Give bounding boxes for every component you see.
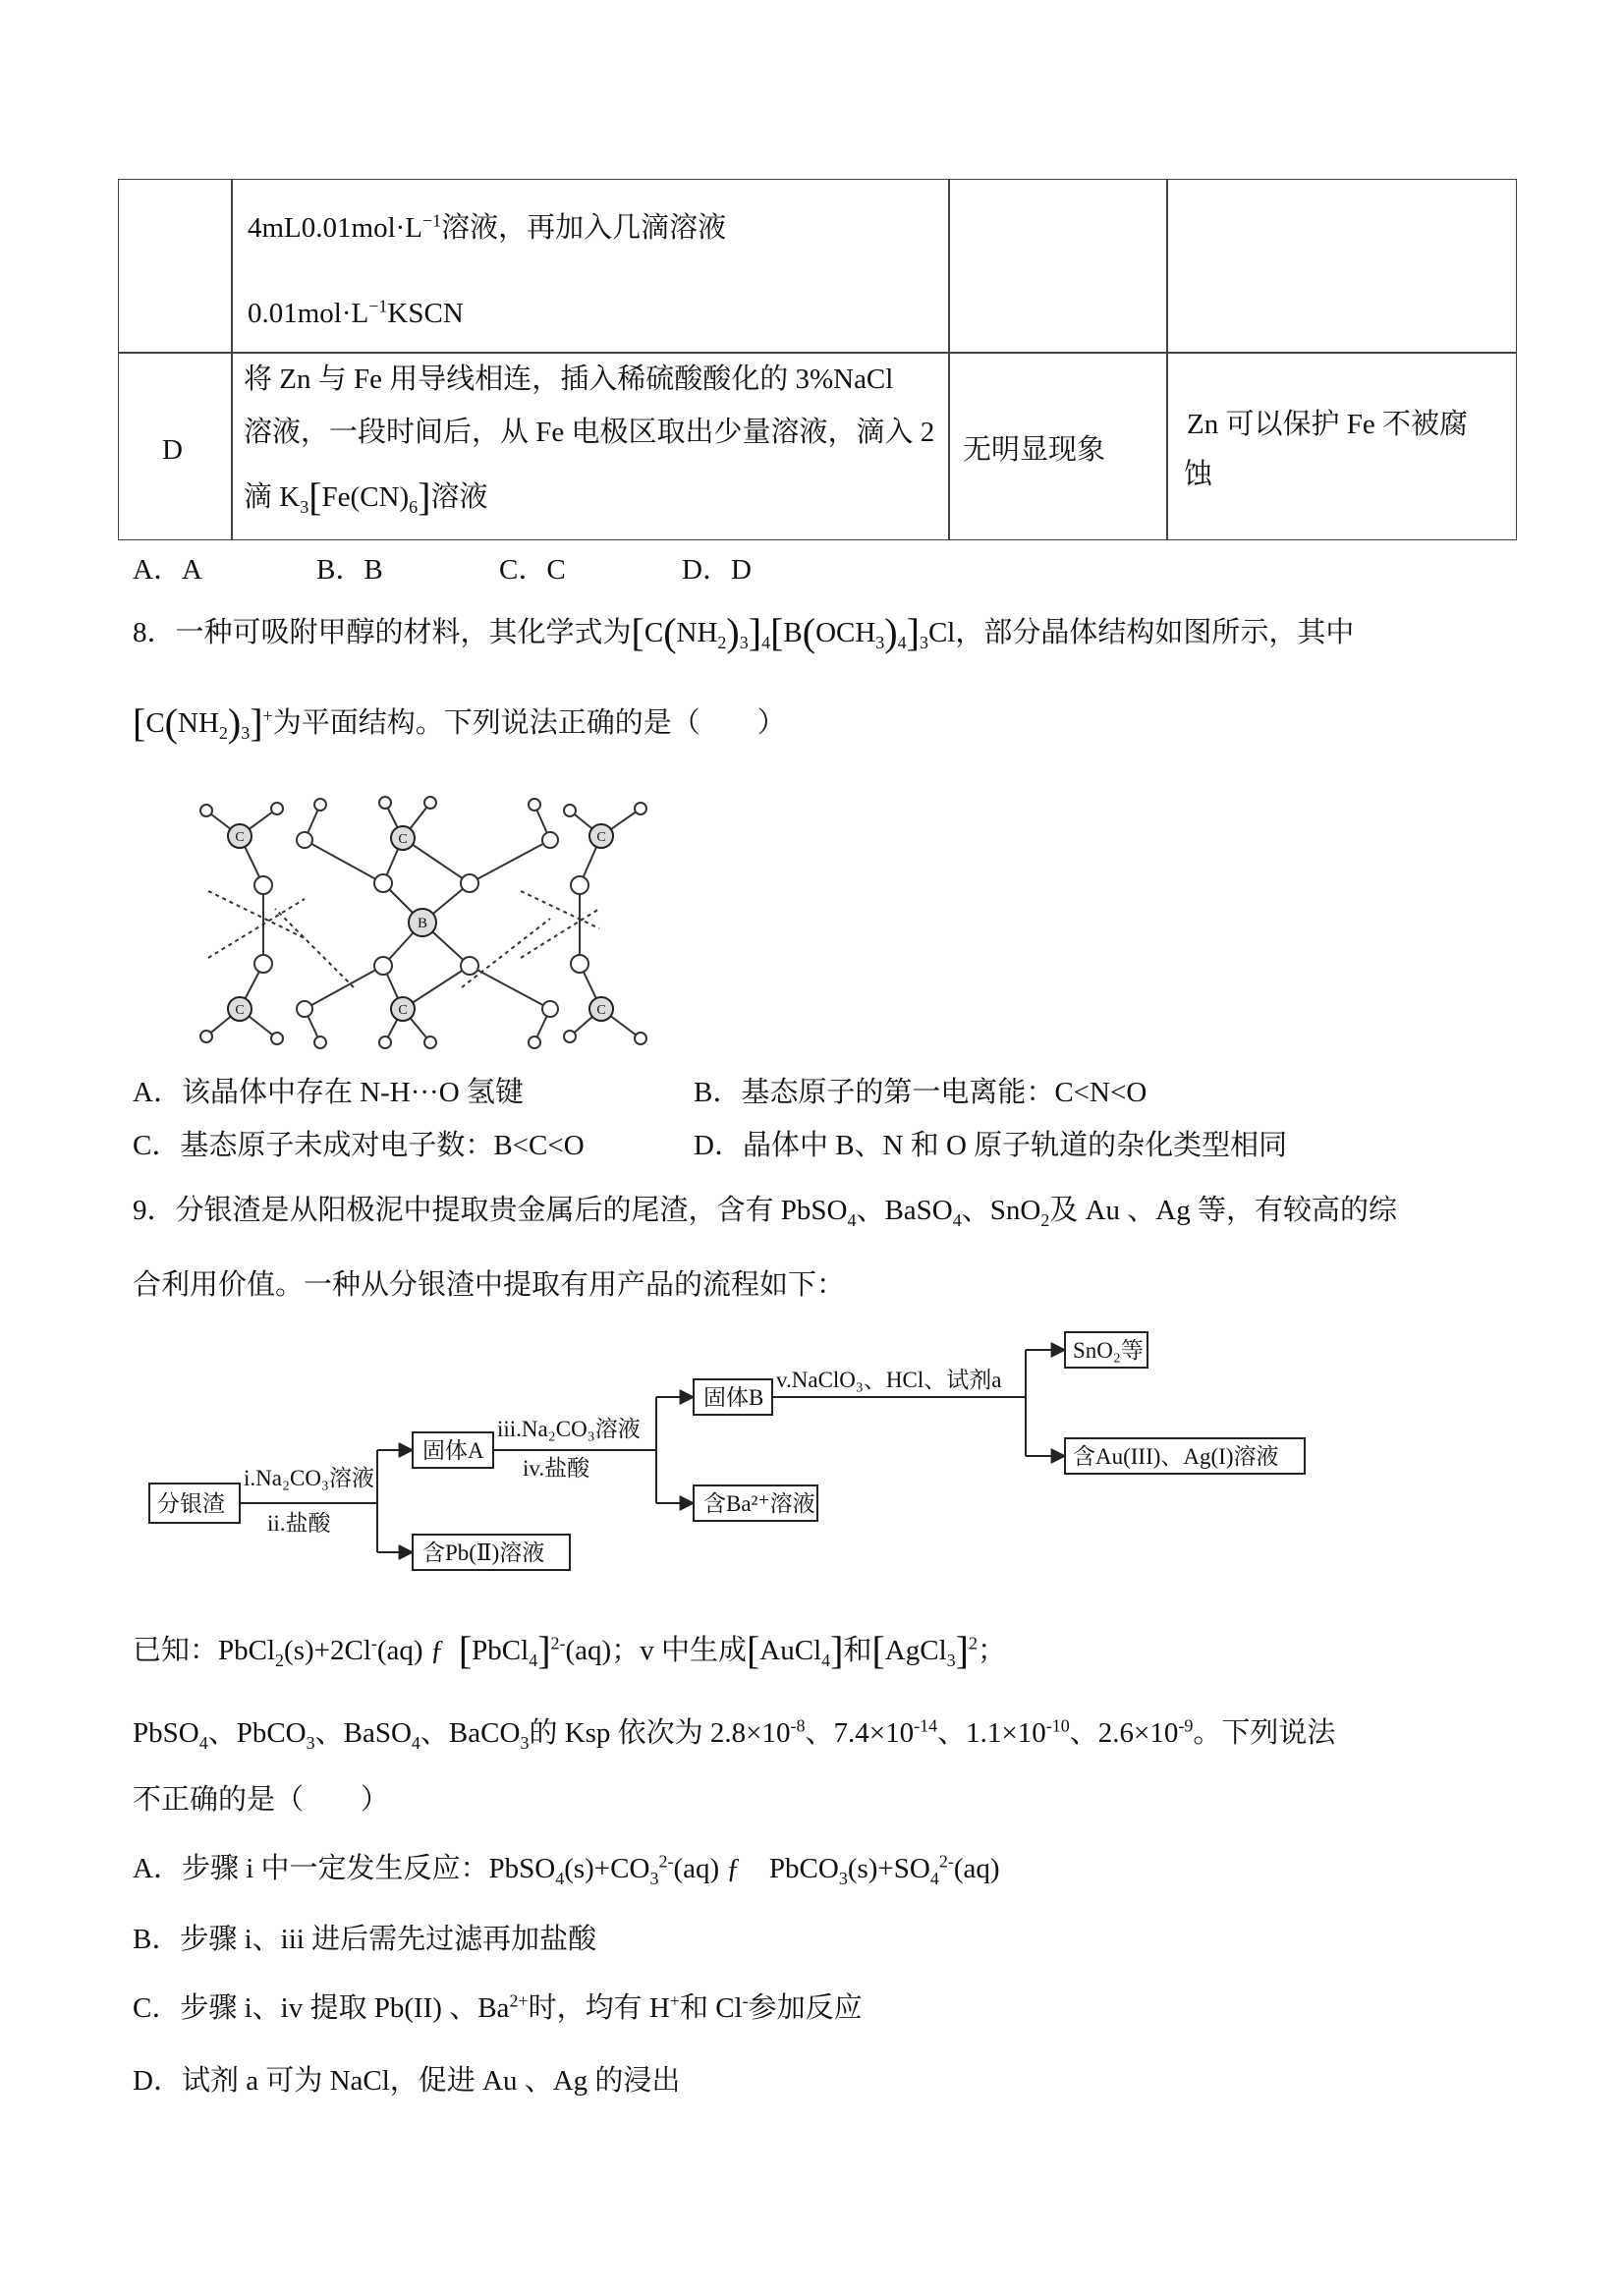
flow-pb-solution: 含Pb(Ⅱ)溶液: [422, 1540, 545, 1565]
text: 、BaSO: [314, 1717, 412, 1749]
q8-option-b[interactable]: B．基态原子的第一电离能：C<N<O: [694, 1077, 1147, 1108]
bracket: [: [746, 1628, 760, 1672]
flow-step2-bottom: iv.盐酸: [523, 1456, 590, 1481]
c-atom-label: C: [596, 830, 606, 845]
c-atom-label: C: [398, 1003, 408, 1018]
row2-op-line2: 溶液，一段时间后，从 Fe 电极区取出少量溶液，滴入 2: [244, 417, 935, 448]
sub: 2: [275, 1650, 285, 1670]
text: Cl: [927, 617, 956, 648]
flow-solid-a: 固体A: [422, 1438, 484, 1463]
sub: 3: [520, 1732, 530, 1753]
row2-conclusion-line1: Zn 可以保护 Fe 不被腐: [1187, 409, 1468, 440]
text: 溶液: [430, 481, 488, 513]
sup: +: [262, 705, 273, 726]
sup: 2-: [658, 1851, 674, 1872]
text: 4mL0.01mol·L: [248, 212, 423, 244]
c-atom-label: C: [235, 1003, 245, 1018]
flow-step3: v.NaClO₃、HCl、试剂a: [776, 1368, 1002, 1392]
sup: -: [742, 1990, 749, 2011]
c-atom-label: C: [596, 1003, 606, 1018]
sub: 3: [946, 1650, 956, 1670]
text: C: [145, 707, 165, 739]
q9-option-a[interactable]: [133, 1849, 1000, 1888]
text: A．步骤 i 中一定发生反应：PbSO: [133, 1853, 556, 1884]
text: 。下列说法: [1193, 1717, 1336, 1749]
q8-stem-line2: [133, 700, 786, 745]
table-divider: [1166, 179, 1168, 540]
sub: 4: [952, 1209, 962, 1230]
q9-stem-line2: 合利用价值。一种从分银渣中提取有用产品的流程如下：: [133, 1269, 846, 1301]
text: 的 Ksp 依次为 2.8×10: [529, 1717, 791, 1749]
sup: 2+: [509, 1990, 529, 2011]
row1-line2: [248, 294, 464, 333]
flow-solid-b: 固体B: [703, 1385, 764, 1410]
text: OCH: [815, 617, 876, 648]
text: 及 Au 、Ag 等，有较高的综: [1049, 1195, 1397, 1226]
sub: 4: [529, 1650, 538, 1670]
text: Fe(CN): [321, 481, 410, 513]
row2-conclusion-line2: 蚀: [1184, 459, 1213, 490]
text: 和 Cl: [679, 1992, 743, 2024]
text: AuCl: [759, 1635, 822, 1666]
text: 滴 K: [244, 481, 301, 513]
text: ，部分晶体结构如图所示，其中: [955, 617, 1355, 648]
text: C: [644, 617, 664, 648]
text: (aq)；v 中生成: [565, 1635, 747, 1666]
text: 9．分银渣是从阳极泥中提取贵金属后的尾渣，含有 PbSO: [133, 1195, 848, 1226]
q9-option-c[interactable]: [133, 1988, 863, 2028]
q8-option-a[interactable]: A．该晶体中存在 N-H···O 氢键: [133, 1077, 524, 1108]
table-divider: [948, 179, 950, 540]
text: NH: [676, 617, 718, 648]
text: 溶液，再加入几滴溶液: [441, 212, 727, 244]
sub: 4: [847, 1209, 857, 1230]
q9-stem-line1: [133, 1191, 1397, 1230]
paren: (: [164, 700, 178, 745]
sup: +: [669, 1990, 680, 2011]
bracket: [: [871, 1628, 885, 1672]
sub: 3: [306, 1732, 315, 1753]
text: 参加反应: [748, 1992, 863, 2024]
paren: ): [884, 610, 898, 654]
q9-option-d[interactable]: D．试剂 a 可为 NaCl，促进 Au 、Ag 的浸出: [133, 2065, 681, 2097]
sub: 3: [919, 632, 928, 652]
b-atom-label: B: [417, 916, 428, 931]
sub: 3: [838, 1868, 848, 1888]
sup: 2: [968, 1633, 978, 1653]
text: AgCl: [884, 1635, 947, 1666]
sub: 4: [821, 1650, 831, 1670]
text: (aq): [953, 1853, 1000, 1884]
bracket: [: [770, 610, 784, 654]
sup: -9: [1178, 1715, 1194, 1736]
text: 、PbCO: [207, 1717, 307, 1749]
text: 、1.1×10: [937, 1717, 1046, 1749]
sub: 6: [409, 496, 419, 517]
text: 、BaCO: [420, 1717, 521, 1749]
text: 、BaSO: [856, 1195, 953, 1226]
text: 时，均有 H: [528, 1992, 670, 2024]
bracket: ]: [830, 1628, 844, 1672]
sub: 4: [761, 632, 771, 652]
row1-line1: [248, 208, 726, 248]
paren: ): [227, 700, 242, 745]
sub: 4: [897, 632, 907, 652]
flow-sno2: SnO₂等: [1073, 1338, 1144, 1363]
text: 、7.4×10: [805, 1717, 915, 1749]
bracket: [: [458, 1628, 473, 1672]
sub: 2: [1040, 1209, 1050, 1230]
sup: 2-: [550, 1633, 566, 1653]
q7-option-a[interactable]: A．A: [133, 554, 202, 586]
bracket: ]: [250, 700, 263, 745]
q9-known-line1: [133, 1628, 1006, 1672]
text: PbCl: [472, 1635, 530, 1666]
sup: −1: [368, 296, 388, 316]
flow-step1-top: i.Na₂CO₃溶液: [244, 1466, 374, 1490]
text: C．步骤 i、iv 提取 Pb(II) 、Ba: [133, 1992, 510, 2024]
paren: (: [663, 610, 677, 654]
bracket: ]: [906, 610, 920, 654]
row2-label: D: [162, 434, 183, 466]
sub: 4: [411, 1732, 420, 1753]
bracket: [: [308, 475, 322, 519]
text: 、SnO: [961, 1195, 1041, 1226]
sub: 3: [649, 1868, 659, 1888]
text: 已知：PbCl: [133, 1635, 276, 1666]
bracket: ]: [537, 1628, 551, 1672]
table-divider: [231, 179, 233, 540]
q8-stem-line1: [133, 610, 1355, 654]
flow-start: 分银渣: [157, 1491, 225, 1516]
q7-option-c[interactable]: C．C: [499, 554, 566, 586]
sub: 4: [929, 1868, 939, 1888]
table-divider: [118, 352, 1517, 354]
q9-not-correct: 不正确的是（ ）: [133, 1784, 390, 1816]
text: (s)+SO: [847, 1853, 930, 1884]
text: 0.01mol·L: [248, 298, 369, 329]
sub: 3: [739, 632, 749, 652]
sub: 2: [218, 722, 228, 743]
bracket: ]: [955, 1628, 969, 1672]
q7-option-b[interactable]: B．B: [316, 554, 383, 586]
bracket: ]: [748, 610, 762, 654]
text: (aq) ƒ PbCO: [673, 1853, 839, 1884]
sup: -10: [1045, 1715, 1070, 1736]
paren: (: [802, 610, 816, 654]
row2-op-line1: 将 Zn 与 Fe 用导线相连，插入稀硫酸酸化的 3%NaCl: [244, 364, 894, 395]
bracket: ]: [418, 475, 431, 519]
flow-step1-bottom: ii.盐酸: [267, 1511, 331, 1536]
text: B: [783, 617, 803, 648]
sub: 3: [300, 496, 309, 517]
sub: 4: [198, 1732, 208, 1753]
q8-option-d[interactable]: D．晶体中 B、N 和 O 原子轨道的杂化类型相同: [694, 1130, 1288, 1161]
sup: -: [370, 1633, 377, 1653]
bracket: [: [133, 700, 146, 745]
text: KSCN: [387, 298, 464, 329]
q9-ksp-line: [133, 1713, 1335, 1753]
sub: 2: [717, 632, 727, 652]
sub: 4: [555, 1868, 565, 1888]
text: (s)+2Cl: [284, 1635, 371, 1666]
flow-ba-solution: 含Ba²⁺溶液: [703, 1491, 815, 1516]
sub: 3: [241, 722, 251, 743]
text: 和: [843, 1635, 872, 1666]
q7-option-d[interactable]: D．D: [682, 554, 752, 586]
flow-step2-top: iii.Na₂CO₃溶液: [497, 1417, 641, 1441]
flow-au-ag-solution: 含Au(III)、Ag(I)溶液: [1073, 1444, 1279, 1469]
crystal-structure-diagram: [157, 781, 707, 1056]
c-atom-label: C: [398, 832, 408, 847]
c-atom-label: C: [235, 830, 245, 845]
q9-option-b[interactable]: B．步骤 i、iii 进后需先过滤再加盐酸: [133, 1924, 597, 1955]
sup: -8: [790, 1715, 806, 1736]
process-flowchart: [138, 1316, 1316, 1592]
text: 为平面结构。下列说法正确的是（ ）: [272, 707, 786, 739]
paren: ): [726, 610, 740, 654]
row2-phenomenon: 无明显现象: [963, 434, 1106, 466]
bracket: [: [631, 610, 644, 654]
text: (aq) ƒ: [376, 1635, 445, 1666]
text: (s)+CO: [564, 1853, 650, 1884]
sub: 3: [875, 632, 885, 652]
sup: 2-: [938, 1851, 954, 1872]
sup: -14: [914, 1715, 938, 1736]
q8-option-c[interactable]: C．基态原子未成对电子数：B<C<O: [133, 1130, 585, 1161]
sup: −1: [422, 210, 442, 231]
text: NH: [178, 707, 219, 739]
row2-op-line3: [244, 477, 487, 517]
text: 8．一种可吸附甲醇的材料，其化学式为: [133, 617, 632, 648]
text: PbSO: [133, 1717, 199, 1749]
text: 、2.6×10: [1069, 1717, 1179, 1749]
text: ；: [977, 1635, 1006, 1666]
